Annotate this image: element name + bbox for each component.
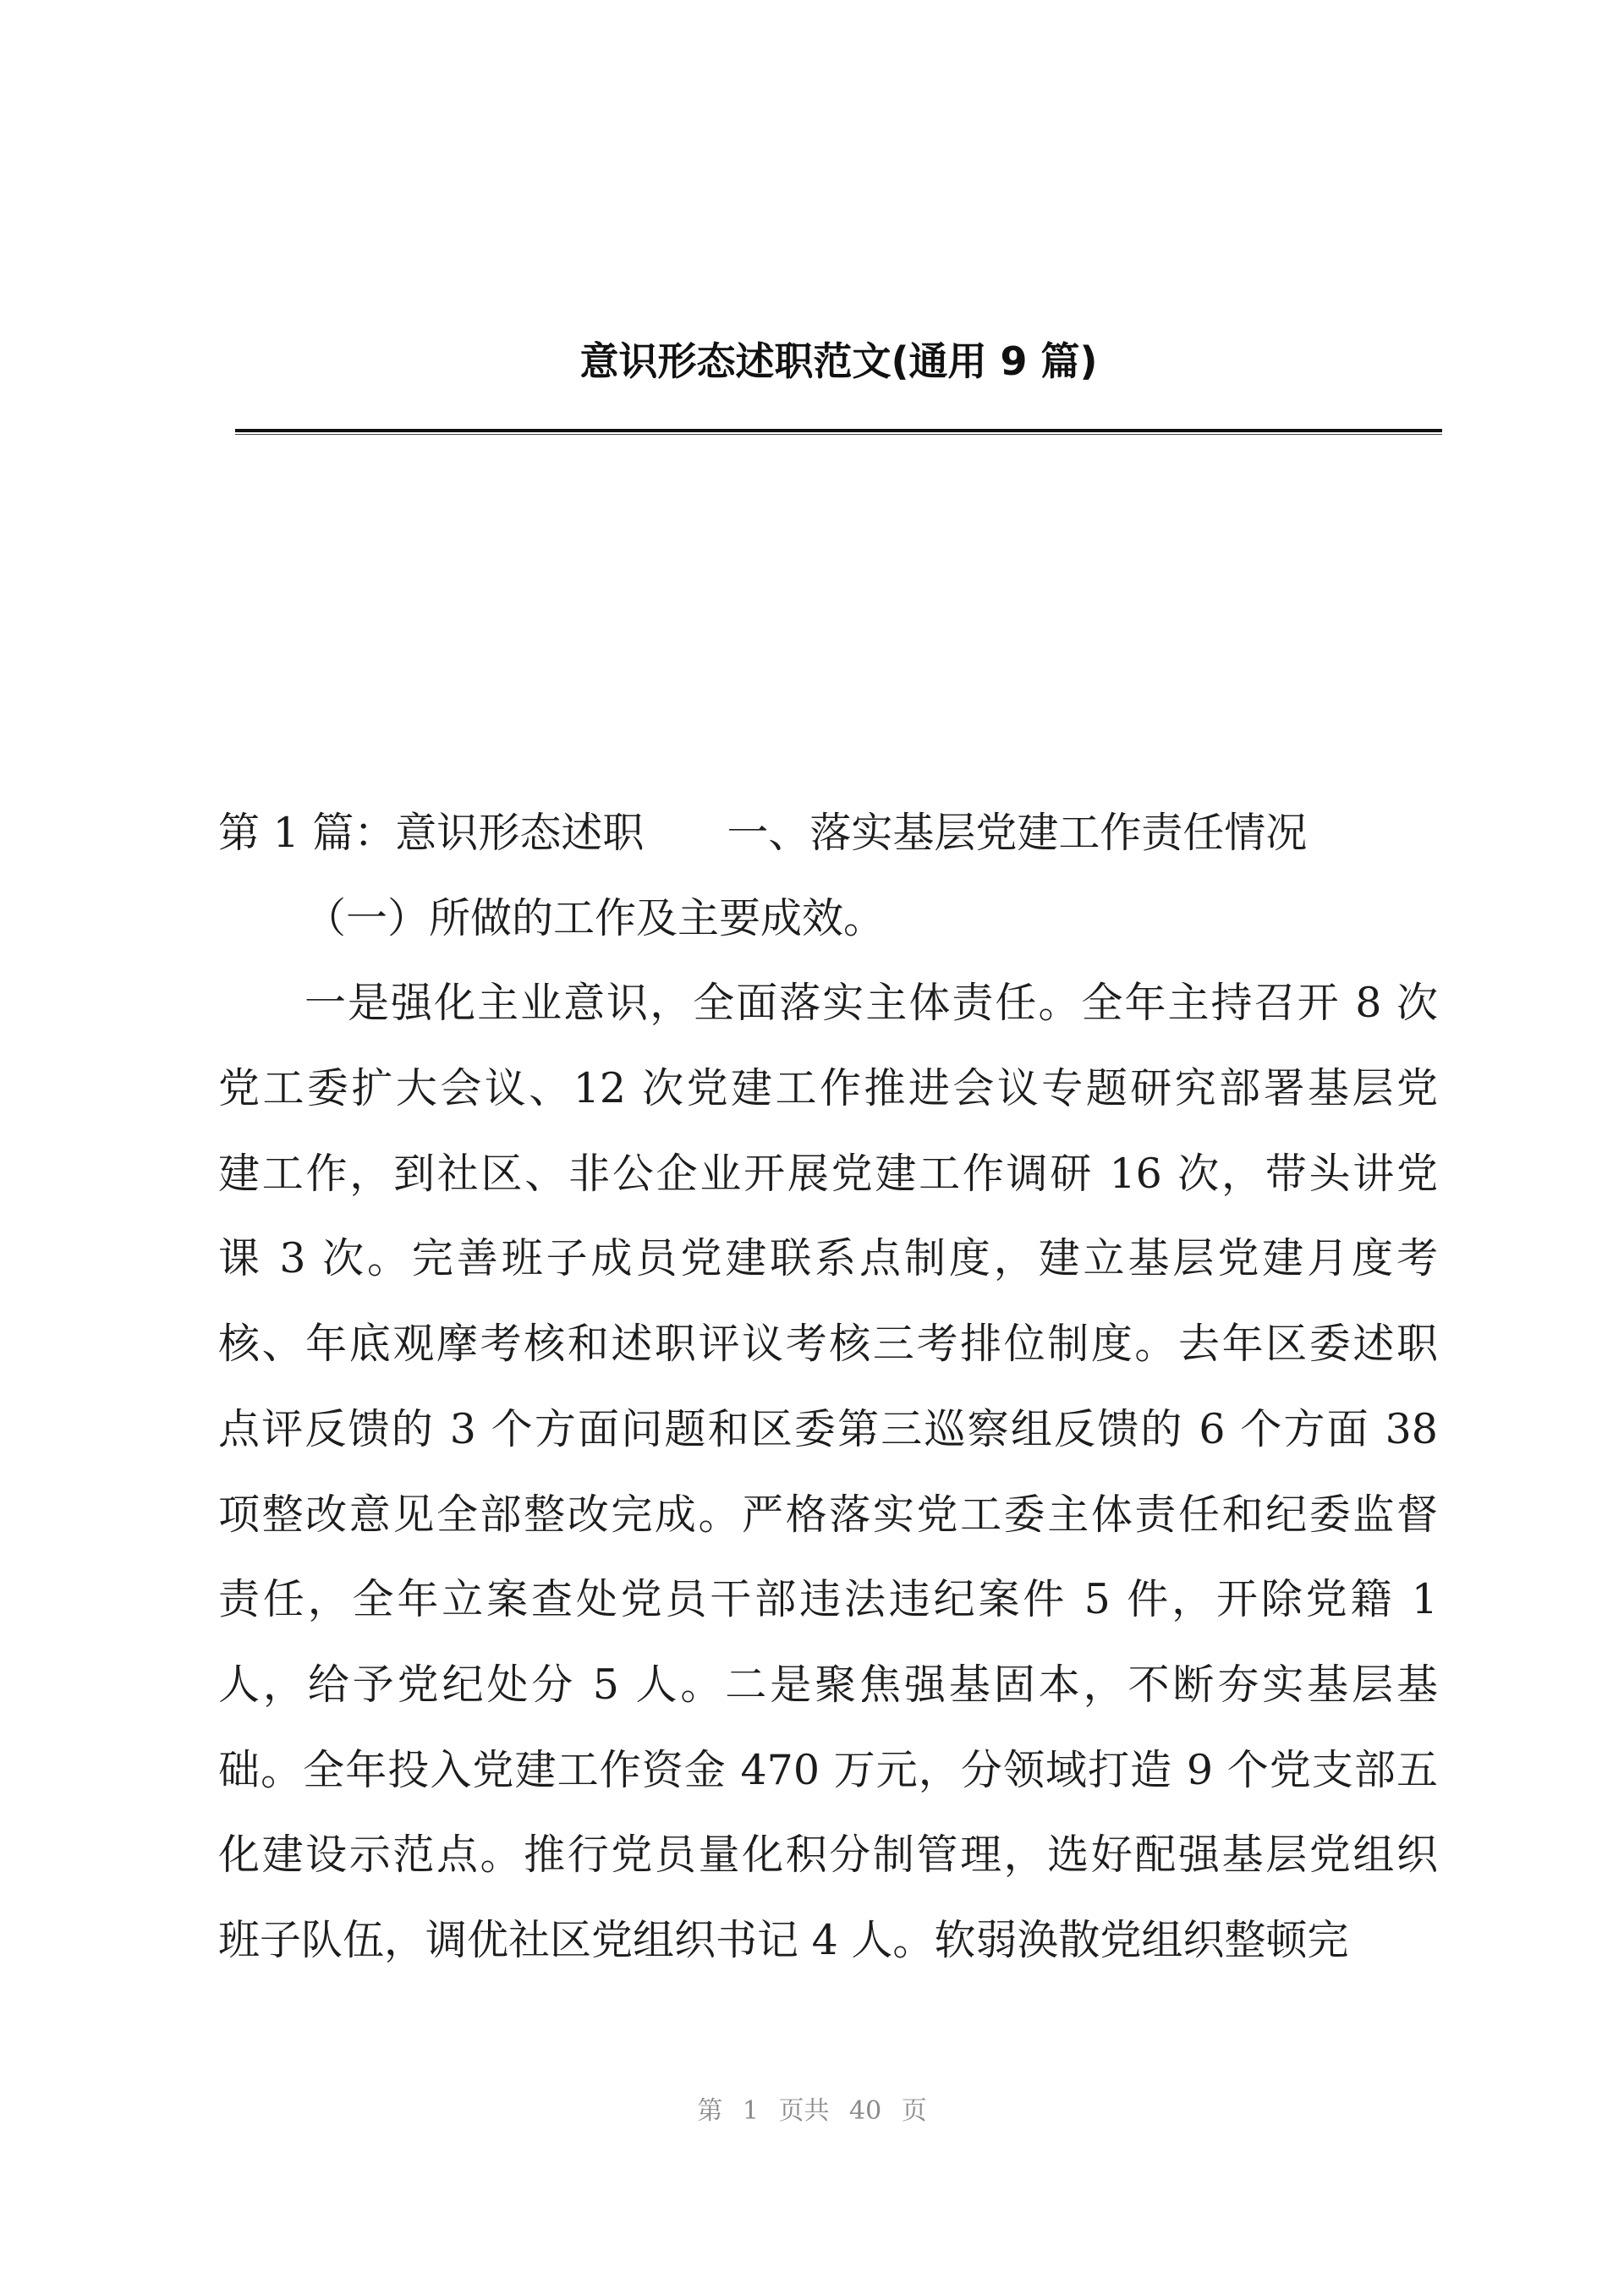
paragraph-line: 人，给予党纪处分 5 人。二是聚焦强基固本，不断夯实基层基 <box>218 1660 1438 1709</box>
paragraph-line: 建工作，到社区、非公企业开展党建工作调研 16 次，带头讲党 <box>218 1149 1438 1198</box>
subsection-heading: （一）所做的工作及主要成效。 <box>304 893 886 942</box>
section-heading: 第 1 篇：意识形态述职 一、落实基层党建工作责任情况 <box>218 809 1308 857</box>
paragraph-line: 党工委扩大会议、12 次党建工作推进会议专题研究部署基层党 <box>218 1064 1438 1113</box>
document-body <box>218 791 1438 1984</box>
paragraph-line: 础。全年投入党建工作资金 470 万元，分领域打造 9 个党支部五 <box>218 1745 1438 1794</box>
paragraph-line: 点评反馈的 3 个方面问题和区委第三巡察组反馈的 6 个方面 38 <box>218 1404 1438 1453</box>
title-divider <box>235 429 1442 435</box>
paragraph-line: 核、年底观摩考核和述职评议考核三考排位制度。去年区委述职 <box>218 1320 1438 1369</box>
page-number-footer: 第 1 页共 40 页 <box>697 2096 927 2126</box>
paragraph-line: 责任，全年立案查处党员干部违法违纪案件 5 件，开除党籍 1 <box>218 1575 1438 1624</box>
document-title: 意识形态述职范文(通用 9 篇) <box>579 338 1098 384</box>
paragraph-line: 班子队伍，调优社区党组织书记 4 人。软弱涣散党组织整顿完 <box>218 1915 1349 1964</box>
paragraph-line: 项整改意见全部整改完成。严格落实党工委主体责任和纪委监督 <box>218 1490 1438 1539</box>
paragraph-line: 一是强化主业意识，全面落实主体责任。全年主持召开 8 次 <box>304 979 1438 1028</box>
paragraph-line: 化建设示范点。推行党员量化积分制管理，选好配强基层党组织 <box>218 1831 1438 1880</box>
divider-thin-line <box>235 434 1442 435</box>
paragraph-line: 课 3 次。完善班子成员党建联系点制度，建立基层党建月度考 <box>218 1234 1438 1283</box>
